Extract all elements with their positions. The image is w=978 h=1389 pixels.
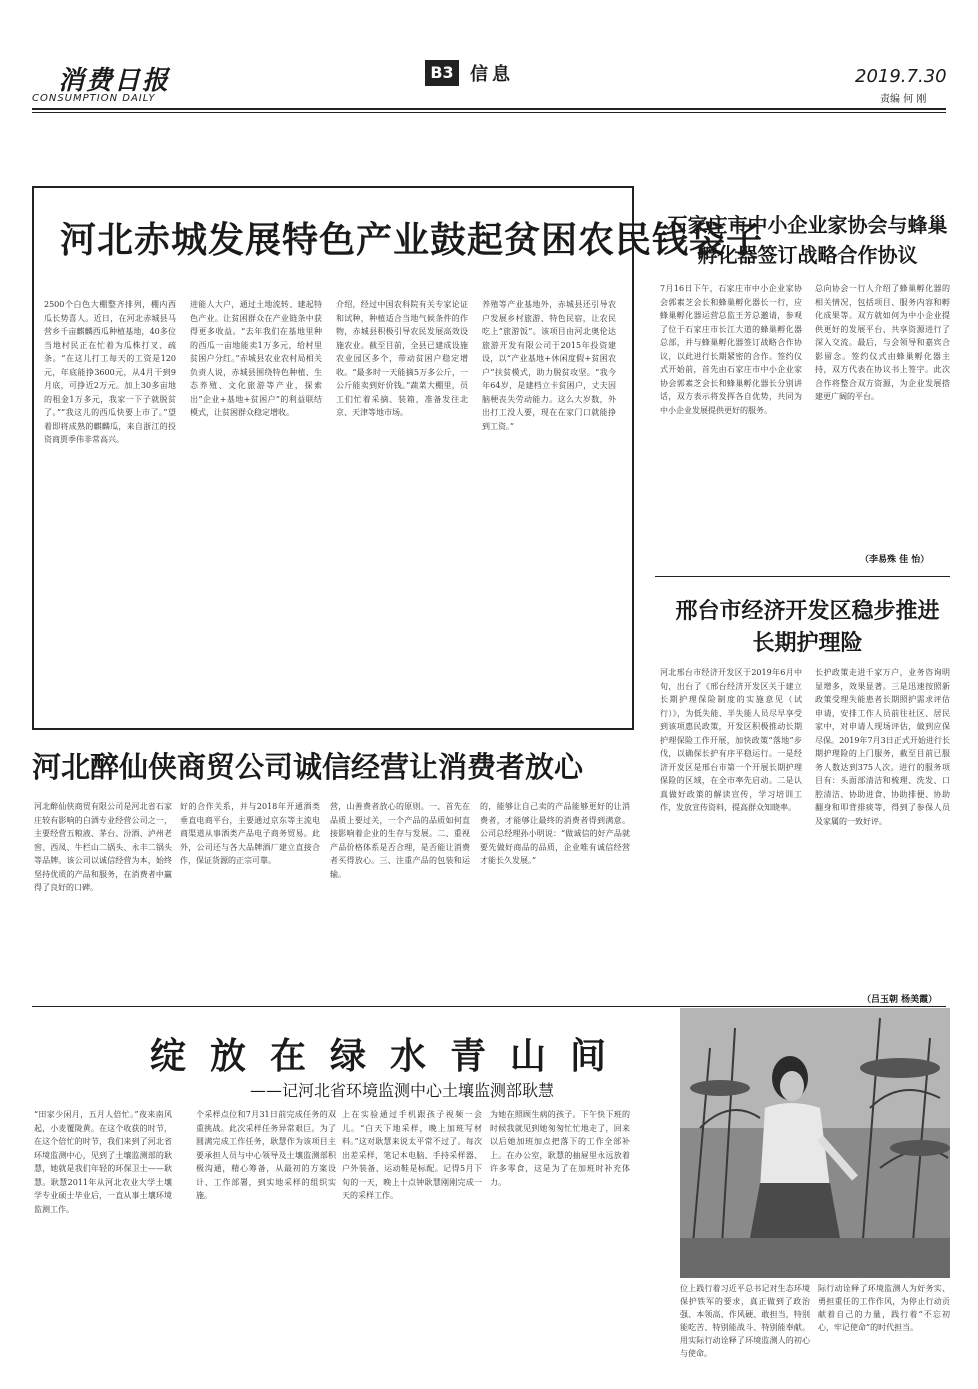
side2-column-1: 河北邢台市经济开发区于2019年6月中旬，出台了《邢台经济开发区关于建立长期护理保险制度的实施意见（试行）》，为低失能、半失能人员尽早享受到该项惠民政策，开发区积极推动长期护理保险工作开展，加快政策“落地”步伐，以确保长护有序平稳运行。一是经济开发区是邢台市第一个开展长期护理保险的区域，在全市率先启动。二是认真做好政策的解读宣传，学习培训工作，发放宣传资料，提高群众知晓率。 [660,668,802,812]
header-rule-thin [32,112,946,113]
masthead-subtitle: CONSUMPTION DAILY [32,93,156,104]
mid-column-4: 的，能够让自己卖的产品能够更好的让消费者，才能够让最终的消费者得到满意。公司总经理孙小明说：“做诚信的好产品就要先做好商品的品质，企业唯有诚信经营才能长久发展。” [480,802,630,865]
page-number: B3 [425,60,459,86]
section-title: 信息 [470,64,514,85]
header-rule [32,108,946,110]
lead-headline: 河北赤城发展特色产业鼓起贫困农民钱袋子 [60,220,764,261]
side1-headline: 石家庄市中小企业家协会与蜂巢孵化器签订战略合作协议 [667,213,948,267]
mid-column-1: 河北醉仙侠商贸有限公司是河北省石家庄较有影响的白酒专业经营公司之一，主要经营五粮液、茅台、汾酒、泸州老窖、西凤、牛栏山二锅头、永丰二锅头等品牌。该公司以诚信经营为本，始终坚持优质的产品和服务，在消费者中赢得了良好的口碑。 [34,802,172,892]
feature-column-1: “田家少闲月，五月人倍忙。”夜来南风起，小麦覆陇黄。在这个收获的时节，在这个倍忙的时节，我们来到了河北省环境监测中心，见到了土壤监测部的耿慧，她就是我们年轻的环保卫士——耿慧。耿慧2011年从河北农业大学土壤学专业硕士毕业后，一直从事土壤环境监测工作。 [34,1110,172,1214]
mid-column-3: 营，山善费者放心的原则。一、首先在品质上要过关，一个产品的品质如何直接影响着企业的生存与发展。二、重视产品价格体系是否合理，是否能让消费者买得放心。三、注重产品的包装和运输。 [330,802,470,879]
feature-photo [680,1008,950,1278]
lead-column-1: 2500个白色大棚整齐排列，棚内西瓜长势喜人。近日，在河北赤城县马营乡千亩麒麟西瓜种植基地，40多位当地村民正在忙着为瓜株打叉、疏条。“在这儿打工每天的工资是120元，年底能挣3600元，从4月干到9月底，可挣近2万元。加上30多亩地的租金1万多元，我家一下子就脱贫了。”“我这儿的西瓜快要上市了。”望着即将成熟的麒麟瓜，来自浙江的投资商贾季伟非常高兴。 [44,300,176,444]
feature-column-4: 为她在照顾生病的孩子。下午快下班的时候我就见到她匆匆忙忙地走了，回来以后她加班加点把落下的工作全部补上。在办公室，耿慧的抽屉里永远放着许多零食，这是为了在加班时补充体力。 [490,1110,630,1187]
mid-column-2: 好的合作关系，并与2018年开通酒类垂直电商平台，主要通过京东等主流电商渠道从事酒类产品电子商务贸易。此外，公司还与各大品牌酒厂建立直接合作，保证货源的正宗可靠。 [180,802,320,865]
photo-caption-1: 位上践行着习近平总书记对生态环境保护铁军的要求，真正做到了政治强、本领高、作风硬、敢担当，特别能吃苦、特别能战斗、特别能奉献。用实际行动诠释了环境监测人的初心与使命。 [680,1284,810,1358]
editor-credit: 责编 何 刚 [880,94,927,105]
side2-headline: 邢台市经济开发区稳步推进长期护理险 [675,599,940,656]
feature-column-3: 上在实验通过手机跟孩子视频一会儿。“白天下地采样，晚上加班写材料。”这对耿慧来说太平常不过了。每次出差采样，笔记本电脑、手持采样器、户外装备、运动鞋是标配。记得5月下旬的一天，晚上十点钟耿慧刚刚完成一天的采样工作。 [342,1110,482,1200]
feature-subheadline: ——记河北省环境监测中心土壤监测部耿慧 [250,1081,555,1100]
side1-column-2: 总向协会一行人介绍了蜂巢孵化器的相关情况，包括项目、服务内容和孵化成果等。双方就如何为中小企业提供更好的发展平台、共享资源进行了深入交流。最后，与会领导和嘉宾合影留念。签约仪式由蜂巢孵化器主持，双方代表在协议书上签字。此次合作将整合双方资源，为企业发展搭建更广阔的平台。 [815,284,950,401]
side1-credit: （李易殊 佳 怡） [860,555,930,565]
side2-column-2: 长护政策走进千家万户，业务咨询明显增多，效果显著。三是迅速按照新政策受理失能患者长期照护需求评估申请，安排工作人员前往社区、居民家中，对申请人现场评估，做到应保尽保。2019年7月3日正式开始进行长期护理险的上门服务，截至目前已服务人数达到375人次。进行的服务项目有：头面部清洁和梳理、洗发、口腔清洁、协助进食、协助排便、协助翻身和叩背排痰等，得到了参保人员及家属的一致好评。 [815,668,950,826]
feature-column-2: 个采样点位和7月31日前完成任务的双重挑战。此次采样任务异常艰巨。为了圆满完成工作任务，耿慧作为该项目主要承担人员与中心领导及土壤监测部积极沟通，精心筹备，从最初的方案设计、工作部署，到实地采样的组织实施。 [196,1110,336,1200]
lead-column-4: 养殖等产业基地外，赤城县还引导农户发展乡村旅游、特色民宿，让农民吃上“旅游饭”。该项目由河北奥伦达旅游开发有限公司于2015年投资建设，以“产业基地+休闲度假+贫困农户”扶贫模式，助力脱贫攻坚。“我今年64岁，是建档立卡贫困户，丈夫因脑梗丧失劳动能力。这么大岁数，外出打工没人要，现在在家门口就能挣到工资。” [482,300,616,431]
feature-headline: 绽放在绿水青山间 [150,1035,631,1077]
issue-date: 2019.7.30 [855,66,947,87]
side2-credit: （吕玉朝 杨美霞） [862,995,938,1005]
photo-caption-2: 际行动诠释了环境监测人为好务实、勇担重任的工作作风，为停止行动贡献着自己的力量，践行着“不忘初心，牢记使命”的时代担当。 [818,1284,950,1332]
lead-column-2: 进能人大户，通过土地流转、建起特色产业。让贫困群众在产业链条中获得更多收益。“去年我们在基地里种的西瓜一亩地能卖1万多元，给村里贫困户分红。”赤城县农业农村局相关负责人说，赤城县围绕特色种植、生态养殖、文化旅游等产业，探索出“企业+基地+贫困户”的利益联结模式，让贫困群众稳定增收。 [190,300,322,417]
feature-divider [32,1006,946,1007]
side-divider [655,576,950,577]
side1-column-1: 7月16日下午，石家庄市中小企业家协会郭素芝会长和蜂巢孵化器长一行，应蜂巢孵化器运营总监王芳总邀请，参观了位于石家庄市长江大道的蜂巢孵化器总部，并与蜂巢孵化器签订战略合作协议，以此进行长期紧密的合作。签约仪式开始前，首先由石家庄市中小企业家协会郭素芝会长和蜂巢孵化器长分别讲话，双方表示将发挥各自优势，共同为中小企业发展提供更好的服务。 [660,284,802,415]
masthead-logo: 消费日报 [58,66,171,96]
mid-headline: 河北醉仙侠商贸公司诚信经营让消费者放心 [32,750,584,784]
lead-column-3: 介绍，经过中国农科院有关专家论证和试种，种植适合当地气候条件的作物，赤城县积极引导农民发展高效设施农业。截至目前，全县已建成设施农业园区多个，带动贫困户稳定增收。“最多时一天能摘5万多公斤，一公斤能卖到好价钱。”蔬菜大棚里，员工们忙着采摘、装箱，准备发往北京、天津等地市场。 [336,300,468,417]
